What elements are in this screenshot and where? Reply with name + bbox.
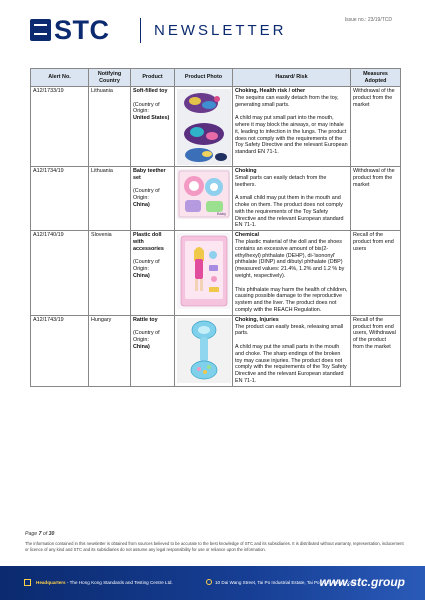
location-icon [206, 579, 212, 585]
notifying-country: Lithuania [89, 87, 131, 167]
product-photo [177, 233, 230, 309]
product-name: Rattle toy [133, 316, 158, 323]
hazard-cell [233, 167, 351, 231]
building-icon [24, 579, 31, 586]
headquarters-info: Headquarters - The Hong Kong Standards and Testing Centre Ltd. [36, 580, 173, 585]
origin-label: (Country of Origin: [133, 188, 160, 202]
origin-label: (Country of Origin: [133, 101, 160, 115]
product-cell [131, 167, 175, 231]
hazard-cell [233, 87, 351, 167]
plastic-doll-image [177, 233, 231, 309]
origin-country: China) [133, 272, 150, 279]
hazard-title: Choking, Injuries [235, 316, 279, 323]
hazard-risk: A child may put the small parts in the mouth and choke. The sharp endings of the broken toy may cause injuries. The product does not comply with the requirements of the Toy Safety Directive and the relevant European standard EN 71-1. [235, 343, 347, 384]
soft-toy-image [177, 89, 231, 165]
column-header: Measures Adopted [351, 69, 401, 87]
product-name: Plastic doll with accessories [133, 232, 164, 252]
website-link[interactable]: www.stc.group [319, 575, 405, 589]
origin-label: (Country of Origin: [133, 330, 160, 344]
hazard-risk: A child may put small part into the mouth, where it may block the airways, or may inhale it, leading to infection in the lungs. The product does not comply with the requirements of the Toy Safety Directive and the relevant European standard EN 71-1. [235, 115, 348, 156]
rattle-toy-image [177, 318, 231, 383]
address: 10 Dai Wang Street, Tai Po Industrial Estate, Tai Po, N.T., Hong Kong [215, 580, 356, 585]
stc-logo-icon [30, 19, 51, 41]
alert-number: A12/1740/19 [31, 231, 89, 316]
measures-adopted: Recall of the product from end users [351, 231, 401, 316]
table-row [31, 231, 401, 316]
footer-bar [0, 566, 425, 600]
disclaimer-text: The information contained in this newsletter is obtained from sources believed to be accurate to the best knowledge of STC and its subsidiaries. It is distributed without warranty, representation, inducement or licence of any kind and STC and its subsidiaries do not assume any legal responsibility for use or reliance upon the information. [25, 541, 404, 552]
product-cell [131, 231, 175, 316]
product-photo-cell [175, 87, 233, 167]
hazard-risk: This phthalate may harm the health of children, causing possible damage to the reproductive system and the liver. The product does not comply with the REACH Regulation. [235, 286, 348, 313]
issue-number: Issue no.: 23/19/TCD [344, 17, 392, 23]
column-header: Product [131, 69, 175, 87]
hazard-cell [233, 231, 351, 316]
measures-adopted: Withdrawal of the product from the market [351, 87, 401, 167]
alert-number: A12/1743/19 [31, 315, 89, 386]
product-photo [177, 89, 230, 165]
product-name: Baby teether set [133, 168, 166, 181]
hazard-description: Small parts can easily detach from the teethers. [235, 174, 327, 188]
recall-alerts-table [30, 68, 401, 387]
svg-text:Baby: Baby [217, 211, 227, 216]
hazard-risk: A small child may put them in the mouth and choke on them. The product does not comply with the requirements of the Toy Safety Directive and the relevant European standard EN 71-1. [235, 195, 344, 229]
table-header-row [31, 69, 401, 87]
hazard-title: Chemical [235, 232, 259, 239]
measures-adopted: Withdrawal of the product from the market [351, 167, 401, 231]
column-header: Product Photo [175, 69, 233, 87]
page-number: Page 7 of 30 [25, 531, 55, 537]
table-row [31, 167, 401, 231]
product-photo-cell [175, 167, 233, 231]
table-row [31, 315, 401, 386]
notifying-country: Slovenia [89, 231, 131, 316]
product-name: Soft-filled toy [133, 88, 168, 94]
hazard-description: The plastic material of the doll and the shoes contains an excessive amount of bis(2-ethylhexyl) phthalate (DEHP), di-'isononyl' phthalate (DINP) and dibutyl phthalate (DBP) (measured values: 21.4%, 1.2% and 1.2 % by weight, respectively). [235, 238, 345, 279]
product-cell [131, 315, 175, 386]
alert-number: A12/1733/19 [31, 87, 89, 167]
product-photo [177, 169, 230, 219]
notifying-country: Hungary [89, 315, 131, 386]
origin-country: China) [133, 343, 150, 350]
product-cell [131, 87, 175, 167]
hazard-description: The product can easily break, releasing small parts. [235, 323, 344, 337]
teether-set-image [177, 169, 231, 219]
product-photo-cell [175, 231, 233, 316]
column-header: Hazard/ Risk [233, 69, 351, 87]
measures-adopted: Recall of the product from end users, Withdrawal of the product from the market [351, 315, 401, 386]
newsletter-title: NEWSLETTER [154, 22, 287, 39]
logo-text: STC [54, 15, 110, 45]
hazard-cell [233, 315, 351, 386]
column-header: Notifying Country [89, 69, 131, 87]
product-photo [177, 318, 230, 383]
origin-label: (Country of Origin: [133, 259, 160, 273]
table-row [31, 87, 401, 167]
page-header [0, 0, 425, 62]
origin-country: China) [133, 201, 150, 208]
hazard-title: Choking [235, 168, 257, 174]
notifying-country: Lithuania [89, 167, 131, 231]
product-photo-cell [175, 315, 233, 386]
header-divider [140, 18, 141, 43]
column-header: Alert No. [31, 69, 89, 87]
hazard-title: Choking, Health risk / other [235, 88, 306, 94]
alert-number: A12/1734/19 [31, 167, 89, 231]
origin-country: United States) [133, 115, 170, 122]
hazard-description: The sequins can easily detach from the toy, generating small parts. [235, 94, 339, 108]
